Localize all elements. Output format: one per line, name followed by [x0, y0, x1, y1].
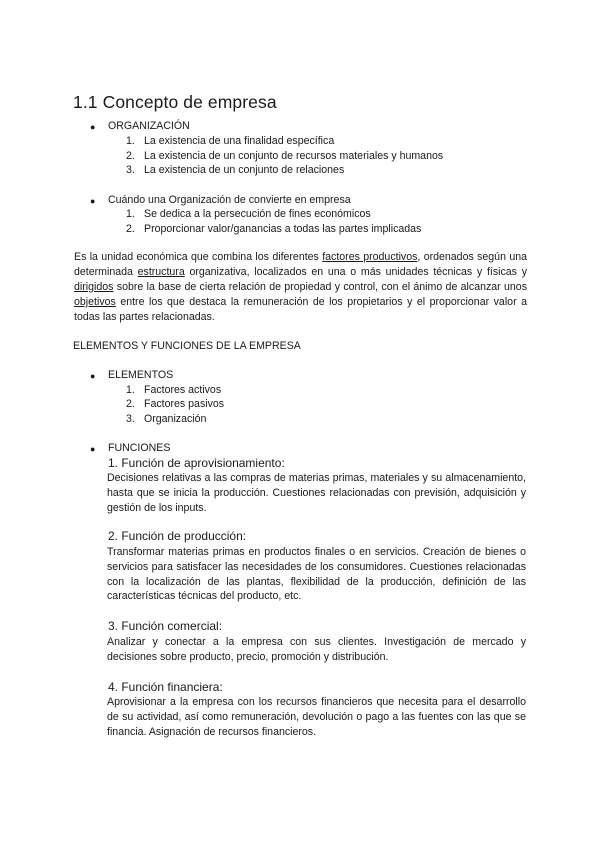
list-number: 2. [126, 398, 135, 410]
org-item-2: La existencia de un conjunto de recursos materiales y humanos [144, 150, 444, 162]
list-number: 3. [126, 413, 135, 425]
list-number: 1. [126, 135, 135, 147]
org-item-1: La existencia de una finalidad específica [144, 135, 335, 147]
list-number: 1. [126, 384, 135, 396]
definition-text: , ordenados según una determinada [74, 251, 527, 278]
function-2-body: Transformar materias primas en productos finales o en servicios. Creación de bienes o servicios para satisfacer las necesidades de los consumidores. Cuestiones relacionadas con la localización de las plantas, flexibilidad de la producción, definición de las características técnicas del producto, etc. [107, 546, 526, 603]
link-factores-productivos[interactable]: factores productivos [322, 251, 418, 263]
function-3-title: 3. Función comercial: [108, 619, 223, 633]
section-heading: ELEMENTOS Y FUNCIONES DE LA EMPRESA [73, 340, 301, 352]
bullet-icon: ● [90, 122, 96, 132]
list-number: 2. [126, 223, 135, 235]
convert-label: Cuándo una Organización de convierte en empresa [108, 194, 351, 206]
function-3-body: Analizar y conectar a la empresa con sus clientes. Investigación de mercado y decisiones sobre producto, precio, promoción y distribución. [107, 636, 526, 663]
function-2-text [107, 545, 526, 604]
list-number: 1. [126, 208, 135, 220]
definition-text: sobre la base de cierta relación de propiedad y control, con el ánimo de alcanzar unos [113, 281, 527, 293]
elements-item-1: Factores activos [144, 384, 222, 396]
elements-item-3: Organización [144, 413, 207, 425]
function-4-body: Aprovisionar a la empresa con los recursos financieros que necesita para el desarrollo de su actividad, así como remuneración, devolución o pago a las fuentes con las que se financia. Asignación de recursos financieros. [107, 696, 526, 738]
link-estructura[interactable]: estructura [137, 266, 185, 278]
function-1-text [107, 471, 526, 515]
link-objetivos[interactable]: objetivos [74, 296, 116, 308]
org-label: ORGANIZACIÓN [108, 120, 190, 132]
function-1-body: Decisiones relativas a las compras de materias primas, materiales y su almacenamiento, hasta que se inicia la producción. Cuestiones relacionadas con previsión, adquisición y gestión de los inputs. [107, 472, 526, 514]
function-3-text [107, 635, 526, 665]
list-number: 3. [126, 164, 135, 176]
convert-item-1: Se dedica a la persecución de fines económicos [144, 208, 371, 220]
definition-text: Es la unidad económica que combina los diferentes [74, 251, 323, 263]
list-number: 2. [126, 150, 135, 162]
org-item-3: La existencia de un conjunto de relaciones [144, 164, 345, 176]
convert-item-2: Proporcionar valor/ganancias a todas las partes implicadas [144, 223, 422, 235]
function-2-title: 2. Función de producción: [108, 529, 247, 543]
page-title: 1.1 Concepto de empresa [73, 92, 277, 112]
bullet-icon: ● [90, 196, 96, 206]
bullet-icon: ● [90, 371, 96, 381]
function-1-title: 1. Función de aprovisionamiento: [108, 456, 285, 470]
link-dirigidos[interactable]: dirigidos [74, 281, 114, 293]
definition-paragraph [74, 250, 527, 325]
elements-item-2: Factores pasivos [144, 398, 225, 410]
elements-label: ELEMENTOS [108, 369, 174, 381]
function-4-text [107, 695, 526, 739]
definition-text: entre los que destaca la remuneración de los propietarios y el proporcionar valor a todas las partes relacionadas. [74, 296, 527, 323]
function-4-title: 4. Función financiera: [108, 680, 223, 694]
bullet-icon: ● [90, 444, 96, 454]
definition-text: organizativa, localizados en una o más unidades técnicas y físicas y [184, 266, 527, 278]
functions-label: FUNCIONES [108, 442, 171, 454]
